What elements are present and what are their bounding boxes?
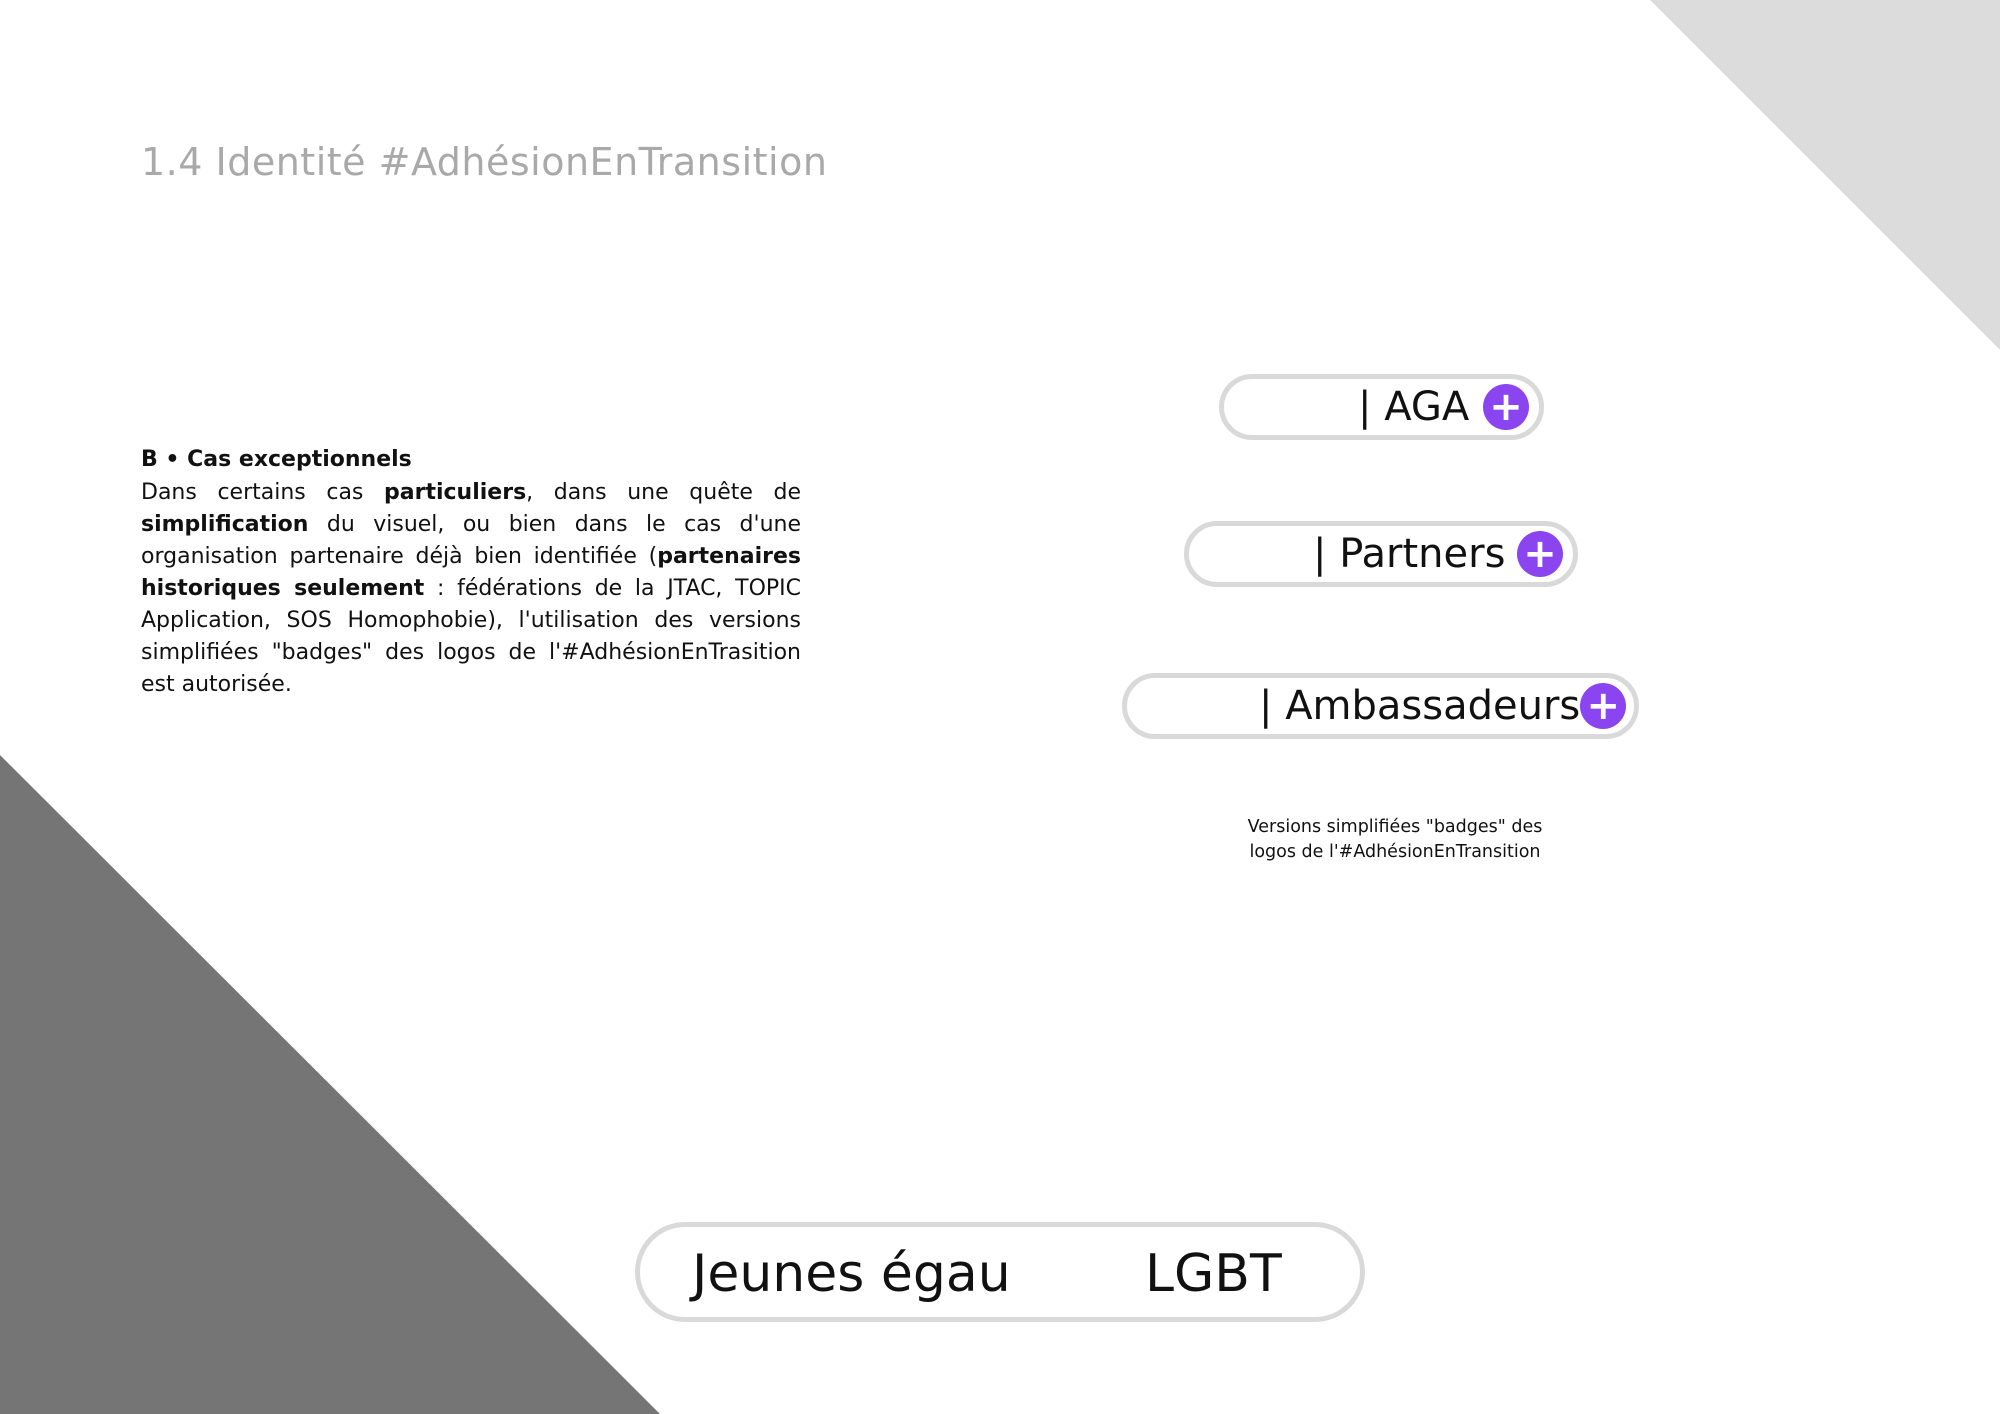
equals-stripes-icon — [1018, 1261, 1088, 1297]
paragraph-bold-text: particuliers — [384, 480, 527, 505]
paragraph-bold-text: simplification — [141, 512, 309, 537]
badges-caption — [1230, 815, 1560, 865]
badge-partners — [1184, 521, 1578, 587]
paragraph-text: du visuel, ou bien dans le cas d'une organisation partenaire déjà bien identifiée ( — [141, 512, 801, 569]
logo-word-lgbt: LGBT — [1145, 1244, 1282, 1304]
badge-label: | AGA — [1358, 384, 1470, 430]
paragraph-bold-text: partenaires historiques seulement — [141, 544, 801, 601]
caption-line: Versions simplifiées "badges" des — [1247, 817, 1543, 837]
body-paragraph — [141, 477, 801, 701]
main-logo-badge — [635, 1222, 1365, 1322]
paragraph-text: , dans une quête de — [526, 480, 801, 505]
plus-circle-icon: + — [1483, 384, 1529, 430]
plus-circle-icon: + — [1517, 531, 1563, 577]
paragraph-text: Dans certains cas — [141, 480, 385, 505]
badge-ambassadeurs — [1122, 673, 1639, 739]
section-heading: B • Cas exceptionnels — [141, 447, 412, 472]
paragraph-text: : fédérations de la JTAC, TOPIC Application, SOS Homophobie), l'utilisation des versions simplifiées "badges" des logos de l'#AdhésionEnTrasition est autorisée. — [141, 576, 801, 697]
badge-label: | Partners — [1313, 531, 1506, 577]
badge-label: | Ambassadeurs — [1259, 683, 1581, 729]
plus-circle-icon: + — [1580, 683, 1626, 729]
logo-word-jeunes-egau: Jeunes égau — [692, 1244, 1011, 1304]
badge-aga — [1219, 374, 1544, 440]
equals-plus-logo-icon — [1211, 534, 1301, 574]
equals-plus-logo-icon — [1655, 70, 1915, 200]
equals-plus-logo-icon — [1149, 685, 1247, 727]
plus-logo-icon — [1288, 1247, 1350, 1307]
caption-line: logos de l'#AdhésionEnTransition — [1249, 842, 1541, 862]
page-title: 1.4 Identité #AdhésionEnTransition — [141, 140, 828, 184]
equals-plus-logo-icon — [1246, 387, 1336, 427]
